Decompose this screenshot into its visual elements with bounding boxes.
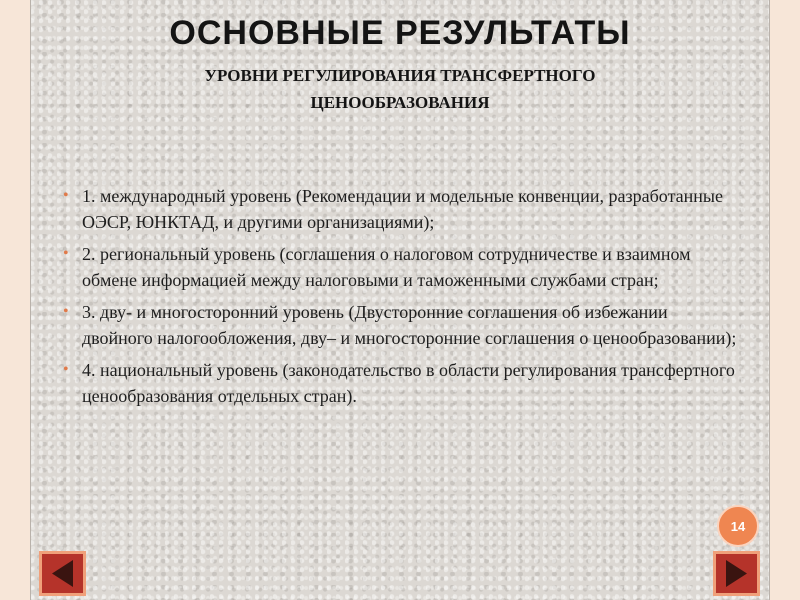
bullet-icon: • [63,361,69,378]
list-item-text: 1. международный уровень (Рекомендации и модельные конвенции, разработанные ОЭСР, ЮНКТАД, и другими организациями); [82,186,723,232]
list-item [60,183,740,235]
list-item [60,241,740,293]
bullet-icon: • [63,187,69,204]
triangle-right-icon [716,554,757,593]
bullet-icon: • [63,303,69,320]
triangle-left-icon [42,554,83,593]
next-slide-button[interactable] [713,551,760,596]
list-item-text: 3. дву- и многосторонний уровень (Двусторонние соглашения об избежании двойного налогообложения, дву– и многосторонние соглашения о ценообразовании); [82,302,737,348]
list-item [60,299,740,351]
page-number-badge [717,505,759,547]
slide-subtitle: УРОВНИ РЕГУЛИРОВАНИЯ ТРАНСФЕРТНОГО ЦЕНООБРАЗОВАНИЯ [204,66,596,112]
list-item [60,357,740,409]
page-number: 14 [730,518,746,534]
bullet-icon: • [63,245,69,262]
bullet-list [60,183,740,415]
list-item-text: 4. национальный уровень (законодательство в области регулирования трансфертного ценообразования отдельных стран). [82,360,735,406]
slide-title: ОСНОВНЫЕ РЕЗУЛЬТАТЫ [169,14,631,52]
frame-border-left [30,0,31,600]
previous-slide-button[interactable] [39,551,86,596]
frame-border-right [769,0,770,600]
list-item-text: 2. региональный уровень (соглашения о налоговом сотрудничестве и взаимном обмене информацией между налоговыми и таможенными службами стран; [82,244,691,290]
